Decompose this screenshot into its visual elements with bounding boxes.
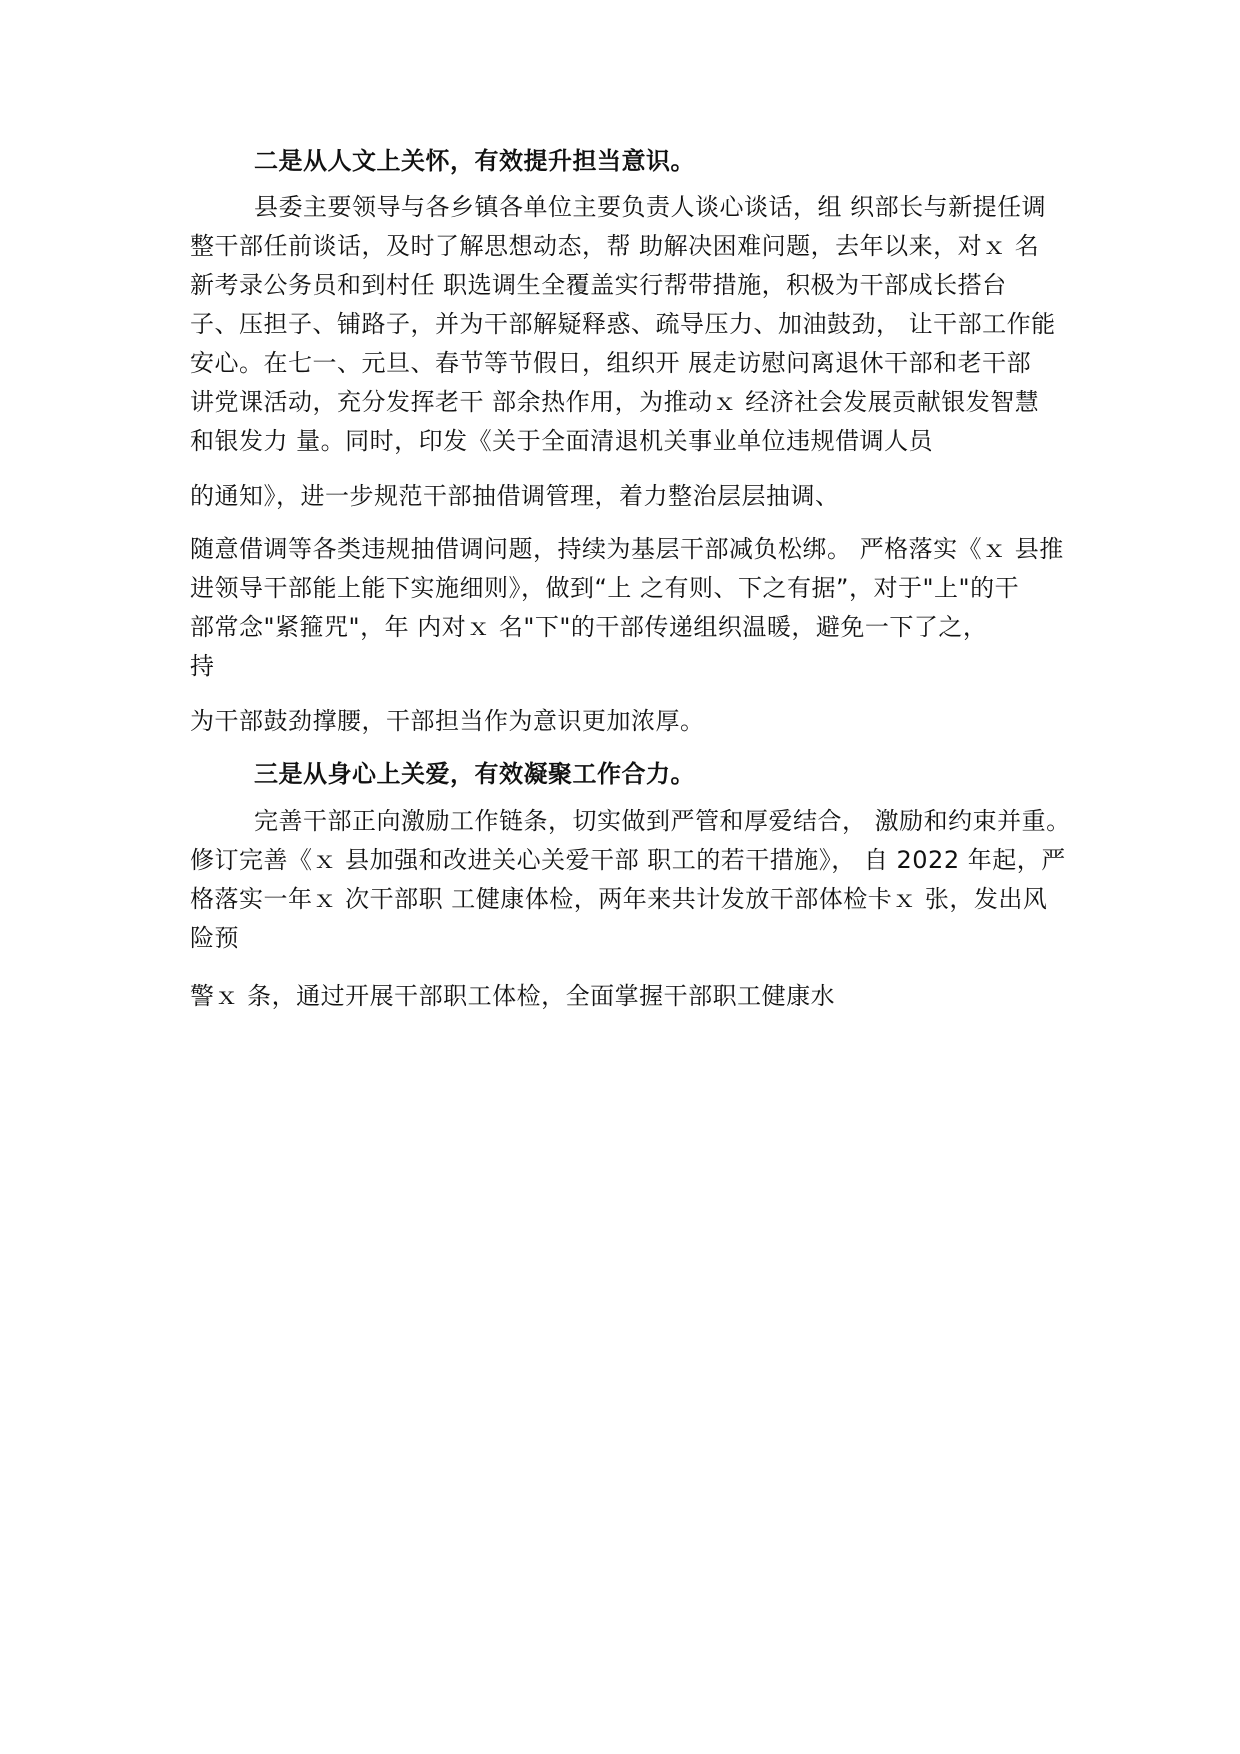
paragraph-line: 进领导干部能上能下实施细则》，做到“上 之有则、下之有据”，对于"上"的干	[190, 574, 1020, 602]
paragraph-line: 讲党课活动，充分发挥老干 部余热作用，为推动ｘ 经济社会发展贡献银发智慧	[190, 388, 1040, 416]
paragraph-line: 随意借调等各类违规抽借调问题，持续为基层干部减负松绑。 严格落实《ｘ 县推	[190, 535, 1064, 563]
paragraph-line: 的通知》，进一步规范干部抽借调管理，着力整治层层抽调、	[190, 482, 840, 510]
paragraph-line: 整干部任前谈话，及时了解思想动态，帮 助解决困难问题，去年以来，对ｘ 名	[190, 232, 1040, 260]
paragraph-line: 和银发力 量。同时，印发《关于全面清退机关事业单位违规借调人员	[190, 427, 934, 455]
paragraph-line: 子、压担子、铺路子，并为干部解疑释惑、疏导压力、加油鼓劲， 让干部工作能	[190, 310, 1056, 338]
paragraph-line: 县委主要领导与各乡镇各单位主要负责人谈心谈话，组 织部长与新提任调	[254, 193, 1047, 221]
paragraph-line: 新考录公务员和到村任 职选调生全覆盖实行帮带措施，积极为干部成长搭台	[190, 271, 1007, 299]
paragraph-line: 完善干部正向激励工作链条，切实做到严管和厚爱结合， 激励和约束并重。	[254, 807, 1071, 835]
section-heading: 二是从人文上关怀，有效提升担当意识。	[254, 147, 695, 175]
paragraph-line: 格落实一年ｘ 次干部职 工健康体检，两年来共计发放干部体检卡ｘ 张，发出风	[190, 885, 1048, 913]
paragraph-line: 部常念"紧箍咒"，年 内对ｘ 名"下"的干部传递组织温暖，避免一下了之，	[190, 613, 988, 641]
paragraph-line: 修订完善《ｘ 县加强和改进关心关爱干部 职工的若干措施》， 自 2022 年起，严	[190, 846, 1066, 874]
paragraph-line: 警ｘ 条，通过开展干部职工体检，全面掌握干部职工健康水	[190, 982, 836, 1010]
paragraph-line: 安心。在七一、元旦、春节等节假日，组织开 展走访慰问离退休干部和老干部	[190, 349, 1032, 377]
paragraph-line: 为干部鼓劲撑腰，干部担当作为意识更加浓厚。	[190, 707, 705, 735]
paragraph-line: 险预	[190, 924, 239, 952]
paragraph-line: 持	[190, 652, 215, 680]
section-heading: 三是从身心上关爱，有效凝聚工作合力。	[254, 760, 695, 788]
